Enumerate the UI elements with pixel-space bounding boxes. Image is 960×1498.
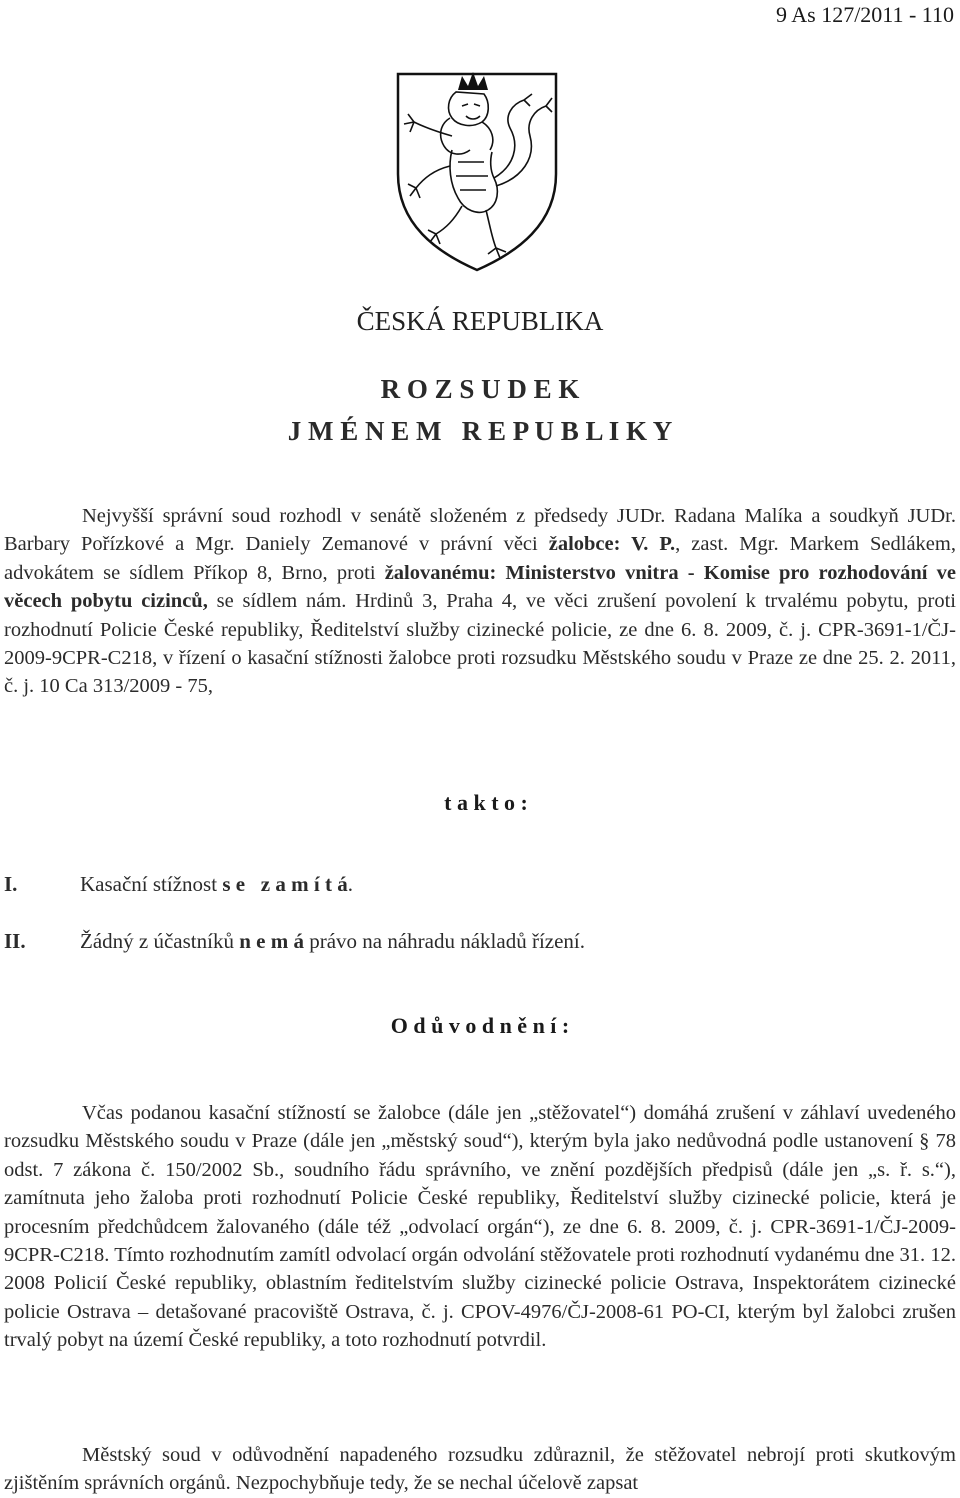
operative-text-end: . [347, 872, 353, 896]
reasoning-heading: O d ů v o d n ě n í : [390, 1013, 570, 1038]
reasoning-text-1: Včas podanou kasační stížností se žalobce (dále jen „stěžovatel“) domáhá zrušení v záhlaví uvedeného rozsudku Městského soudu v Praze (dále jen „městský soud“), kterým byla jako nedůvodná podle ustanovení § 78 odst. 7 zákona č. 150/2002 Sb., soudního řádu správního, ve znění pozdějších předpisů (dále jen „s. ř. s.“), zamítnuta jeho žaloba proti rozhodnutí Policie České republiky, Ředitelství služby cizinecké policie, která je procesním předchůdcem žalovaného (dále též „odvolací orgán“), ze dne 6. 8. 2009, č. j. CPR-3691-1/ČJ-2009-9CPR-C218. Tímto rozhodnutím zamítl odvolací orgán odvolání stěžovatele proti rozhodnutí vydanému dne 31. 12. 2008 Policií České republiky, oblastním ředitelstvím služby cizinecké policie Ostrava, Inspektorátem cizinecké policie Ostrava – detašované pracoviště Ostrava, č. j. CPOV-4976/ČJ-2008-61 PO-CI, kterým byl žalobci zrušen trvalý pobyt na území České republiky, a toto rozhodnutí potvrdil. [4, 1102, 956, 1352]
operative-item-1 [4, 872, 353, 897]
reasoning-paragraph-2 [4, 1441, 956, 1498]
reasoning-paragraph-1 [4, 1099, 956, 1355]
operative-text-end: právo na náhradu nákladů řízení. [303, 929, 586, 953]
country-heading: ČESKÁ REPUBLIKA [356, 306, 604, 336]
operative-number: I. [4, 872, 18, 896]
intro-text-3: se sídlem nám. Hrdinů 3, Praha 4, ve věci zrušení povolení k trvalému pobytu, proti rozhodnutí Policie České republiky, Ředitelství služby cizinecké policie, ze dne 6. 8. 2009, č. j. CPR-3691-1/ČJ-2009-9CPR-C218, v řízení o kasační stížnosti žalobce proti rozsudku Městského soudu v Praze ze dne 25. 2. 2011, č. j. 10 Ca 313/2009 - 75, [4, 590, 956, 698]
intro-text-1: Nejvyšší správní soud rozhodl v senátě složeném z předsedy JUDr. Radana Malíka a soudkyň JUDr. Barbary Pořízkové a Mgr. Daniely Zemanové v právní věci [4, 505, 956, 556]
intro-paragraph [4, 502, 956, 701]
plaintiff-label: žalobce: V. P. [548, 533, 676, 556]
operative-number: II. [4, 929, 26, 953]
operative-emphasis: s e z a m í t á [222, 872, 348, 896]
verdict-line-1: R O Z S U D E K [380, 374, 580, 404]
operative-emphasis: n e m á [239, 929, 304, 953]
takto-heading: t a k t o : [444, 790, 528, 815]
verdict-heading [0, 368, 960, 452]
operative-item-2 [4, 929, 585, 954]
reasoning-text-2: Městský soud v odůvodnění napadeného rozsudku zdůraznil, že stěžovatel nebrojí proti skutkovým zjištěním správních orgánů. Nezpochybňuje tedy, že se nechal účelově zapsat [4, 1444, 956, 1495]
operative-text: Žádný z účastníků [80, 929, 240, 953]
defendant-label: žalovanému: Ministerstvo vnitra - Komise pro rozhodování ve věcech pobytu cizinců, [4, 561, 956, 613]
verdict-line-2: J M É N E M R E P U B L I K Y [287, 416, 673, 446]
intro-text-2: , zast. Mgr. Markem Sedlákem, advokátem se sídlem Příkop 8, Brno, proti [4, 533, 956, 584]
case-number: 9 As 127/2011 - 110 [775, 2, 954, 27]
operative-text: Kasační stížnost [80, 872, 223, 896]
lion-shield-icon [392, 66, 562, 276]
